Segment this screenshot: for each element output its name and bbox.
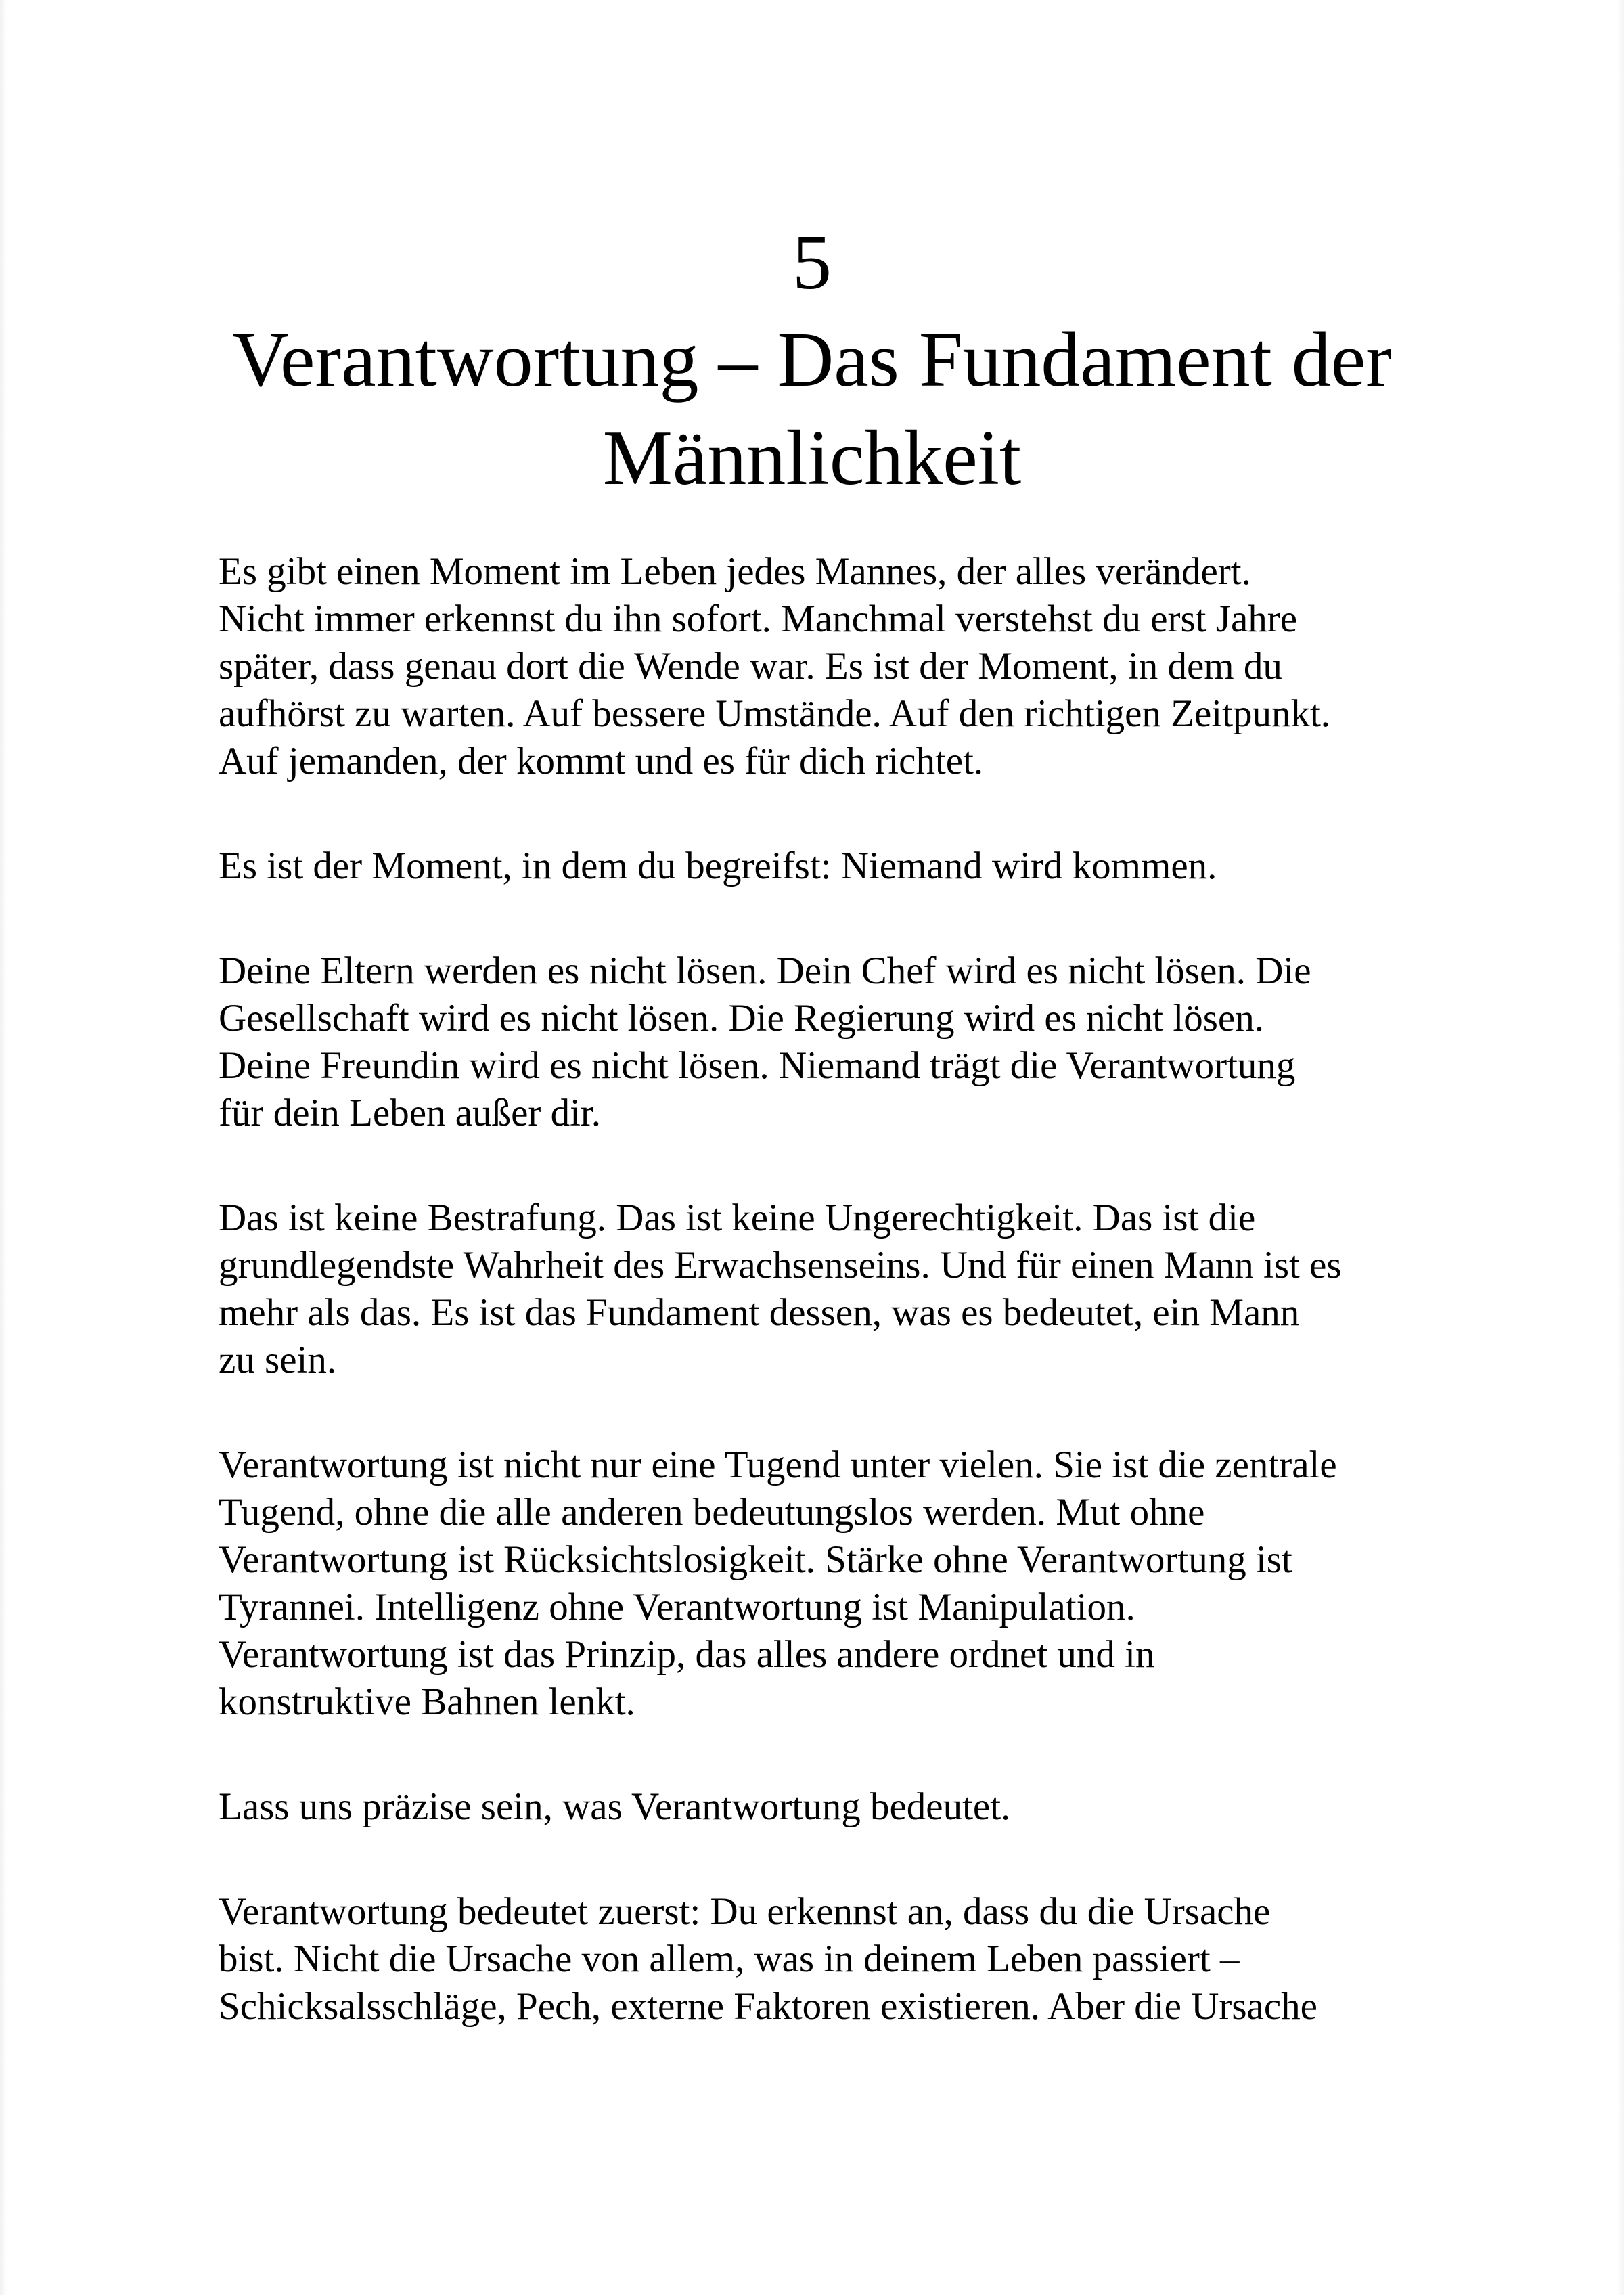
text-line: konstruktive Bahnen lenkt. xyxy=(219,1680,635,1723)
text-line: später, dass genau dort die Wende war. Es ist der Moment, in dem du xyxy=(219,645,1282,688)
text-line: grundlegendste Wahrheit des Erwachsenseins. Und für einen Mann ist es xyxy=(219,1244,1342,1287)
paragraph-7 xyxy=(219,1888,1416,2030)
text-line: Es gibt einen Moment im Leben jedes Mannes, der alles verändert. xyxy=(219,550,1251,593)
text-line: aufhörst zu warten. Auf bessere Umstände. Auf den richtigen Zeitpunkt. xyxy=(219,692,1331,735)
text-line: Lass uns präzise sein, was Verantwortung bedeutet. xyxy=(219,1785,1011,1828)
text-line: Deine Freundin wird es nicht lösen. Niemand trägt die Verantwortung xyxy=(219,1044,1296,1087)
paragraph-6 xyxy=(219,1783,1416,1831)
text-line: Auf jemanden, der kommt und es für dich richtet. xyxy=(219,740,984,782)
chapter-title-line-1: Verantwortung – Das Fundament der xyxy=(232,317,1392,403)
text-line: Nicht immer erkennst du ihn sofort. Manchmal verstehst du erst Jahre xyxy=(219,598,1298,640)
paragraph-4 xyxy=(219,1195,1416,1384)
text-line: Das ist keine Bestrafung. Das ist keine Ungerechtigkeit. Das ist die xyxy=(219,1197,1256,1239)
text-line: zu sein. xyxy=(219,1339,337,1381)
text-line: Tyrannei. Intelligenz ohne Verantwortung ist Manipulation. xyxy=(219,1586,1135,1628)
text-line: Verantwortung ist Rücksichtslosigkeit. Stärke ohne Verantwortung ist xyxy=(219,1538,1292,1581)
text-line: Tugend, ohne die alle anderen bedeutungslos werden. Mut ohne xyxy=(219,1491,1205,1534)
text-line: Verantwortung bedeutet zuerst: Du erkennst an, dass du die Ursache xyxy=(219,1890,1271,1933)
body-text xyxy=(219,548,1416,2030)
paragraph-3 xyxy=(219,948,1416,1137)
text-line: Verantwortung ist das Prinzip, das alles andere ordnet und in xyxy=(219,1633,1155,1676)
text-line: Es ist der Moment, in dem du begreifst: Niemand wird kommen. xyxy=(219,845,1217,887)
text-line: Deine Eltern werden es nicht lösen. Dein Chef wird es nicht lösen. Die xyxy=(219,950,1311,992)
paragraph-5 xyxy=(219,1442,1416,1726)
text-line: Gesellschaft wird es nicht lösen. Die Regierung wird es nicht lösen. xyxy=(219,997,1264,1040)
chapter-number: 5 xyxy=(792,219,832,306)
paragraph-2 xyxy=(219,843,1416,890)
text-line: Verantwortung ist nicht nur eine Tugend unter vielen. Sie ist die zentrale xyxy=(219,1444,1337,1486)
text-line: bist. Nicht die Ursache von allem, was in deinem Leben passiert – xyxy=(219,1938,1240,1980)
text-line: für dein Leben außer dir. xyxy=(219,1092,602,1134)
text-line: Schicksalsschläge, Pech, externe Faktoren existieren. Aber die Ursache xyxy=(219,1985,1317,2028)
text-line: mehr als das. Es ist das Fundament dessen, was es bedeutet, ein Mann xyxy=(219,1291,1300,1334)
chapter-title xyxy=(0,311,1624,508)
paragraph-1 xyxy=(219,548,1416,785)
chapter-title-line-2: Männlichkeit xyxy=(602,415,1022,502)
